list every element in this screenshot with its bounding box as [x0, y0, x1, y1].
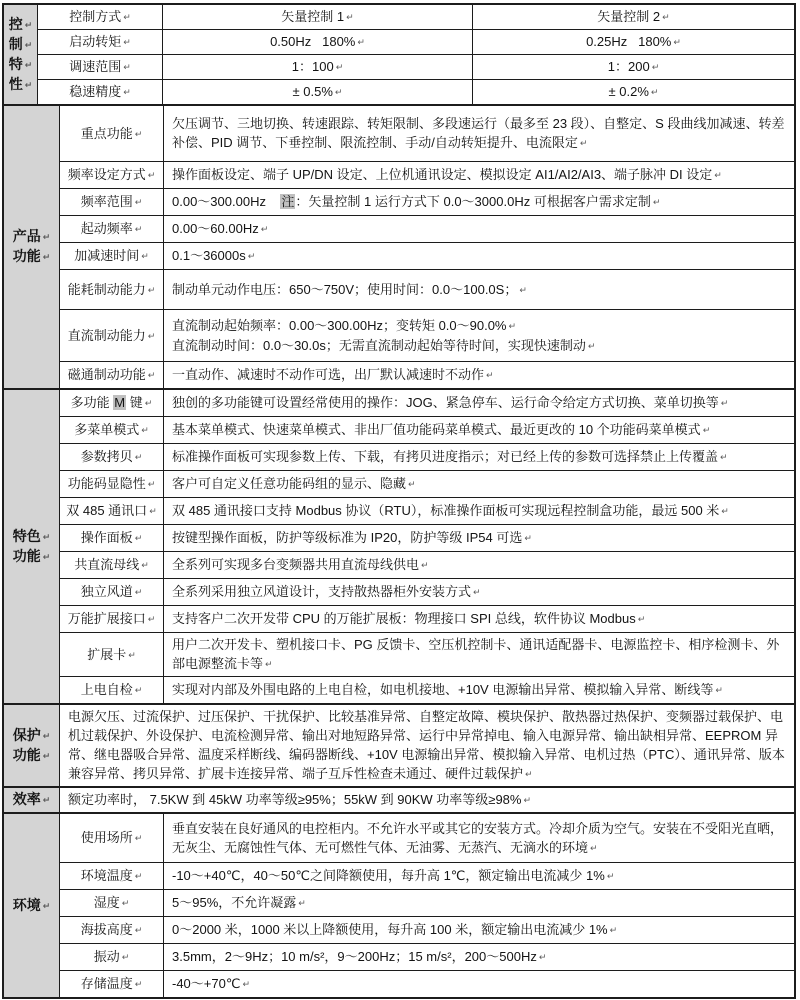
- table-row-multifunction-m-key: [60, 390, 794, 416]
- row-label-frequency-range: 频率范围 ↵: [60, 189, 164, 215]
- value-flux-braking: 一直动作、减速时不动作可选，出厂默认减速时不动作 ↵: [164, 362, 794, 388]
- section-rows: [60, 390, 794, 703]
- table-row-dual-485-ports: [60, 497, 794, 524]
- table-row-installation-site: [60, 814, 794, 862]
- value-function-code-visibility: 客户可自定义任意功能码组的显示、隐藏 ↵: [164, 471, 794, 497]
- row-label-multi-menu-mode: 多菜单模式 ↵: [60, 417, 164, 443]
- category-text-line: 功能 ↵: [13, 247, 51, 267]
- table-row-ambient-temperature: [60, 862, 794, 889]
- row-label-dual-485-ports: 双 485 通讯口 ↵: [60, 498, 164, 524]
- category-text-line: 控 ↵: [9, 15, 33, 35]
- section-special-features: [4, 388, 794, 703]
- value-efficiency: 额定功率时， 7.5KW 到 45kW 功率等级≥95%；55kW 到 90KW 功率等级≥98% ↵: [60, 788, 794, 812]
- value-humidity: 5～95%，不允许凝露 ↵: [164, 890, 794, 916]
- category-text-line: 产品 ↵: [13, 227, 51, 247]
- category-label-control: [4, 5, 38, 104]
- value-dual-485-ports: 双 485 通讯接口支持 Modbus 协议（RTU），标准操作面板可实现远程控制盒功能，最远 500 米 ↵: [164, 498, 794, 524]
- table-row-humidity: [60, 889, 794, 916]
- table-row-independent-air-duct: [60, 578, 794, 605]
- category-label-features: [4, 390, 60, 703]
- value-key-functions: 欠压调节、三地切换、转速跟踪、转矩限制、多段速运行（最多至 23 段）、自整定、S 段曲线加减速、转差补偿、PID 调节、下垂控制、限流控制、手动/自动转矩提升、电流限定 ↵: [164, 106, 794, 161]
- category-label-protection: [4, 705, 60, 786]
- value-parameter-copy: 标准操作面板可实现参数上传、下载，有拷贝进度指示；对已经上传的参数可选择禁止上传覆盖 ↵: [164, 444, 794, 470]
- value-power-on-self-test: 实现对内部及外围电路的上电自检，如电机接地、+10V 电源输出异常、模拟输入异常、断线等 ↵: [164, 677, 794, 703]
- table-row-flux-braking: [60, 361, 794, 388]
- table-row-control-mode: [38, 5, 794, 29]
- value-speed-accuracy-vc1: ± 0.5% ↵: [163, 80, 473, 104]
- row-label-independent-air-duct: 独立风道 ↵: [60, 579, 164, 605]
- row-label-vibration: 振动 ↵: [60, 944, 164, 970]
- table-row-starting-torque: [38, 29, 794, 54]
- table-row-power-on-self-test: [60, 676, 794, 703]
- value-speed-range-vc1: 1：100 ↵: [163, 55, 473, 79]
- section-efficiency: [4, 786, 794, 812]
- category-label-environment: [4, 814, 60, 997]
- value-independent-air-duct: 全系列采用独立风道设计，支持散热器柜外安装方式 ↵: [164, 579, 794, 605]
- table-row-vibration: [60, 943, 794, 970]
- section-protection-functions: [4, 703, 794, 786]
- table-row-accel-decel-time: [60, 242, 794, 269]
- category-text-line: 功能 ↵: [13, 746, 51, 766]
- m-key-label-suffix: 键: [126, 395, 143, 410]
- category-label-product: [4, 106, 60, 388]
- table-row-expansion-cards: [60, 632, 794, 676]
- row-label-accel-decel-time: 加减速时间 ↵: [60, 243, 164, 269]
- row-label-operation-panel: 操作面板 ↵: [60, 525, 164, 551]
- row-label-parameter-copy: 参数拷贝 ↵: [60, 444, 164, 470]
- table-row-operation-panel: [60, 524, 794, 551]
- row-label-key-functions: 重点功能 ↵: [60, 106, 164, 161]
- value-altitude: 0～2000 米，1000 米以上降额使用，每升高 100 米，额定输出电流减少 1% ↵: [164, 917, 794, 943]
- table-row-protection-functions: [60, 705, 794, 786]
- value-universal-expansion-interface: 支持客户二次开发带 CPU 的万能扩展板：物理接口 SPI 总线，软件协议 Modbus ↵: [164, 606, 794, 632]
- table-row-altitude: [60, 916, 794, 943]
- category-text-line: 特 ↵: [9, 55, 33, 75]
- section-rows: [60, 788, 794, 812]
- spec-table: [2, 3, 796, 999]
- category-text-line: 特色 ↵: [13, 527, 51, 547]
- row-label-starting-torque: 启动转矩 ↵: [38, 30, 163, 54]
- table-row-speed-range: [38, 54, 794, 79]
- category-text-line: 环境 ↵: [13, 896, 51, 916]
- dc-braking-line1: 直流制动起始频率：0.00～300.00Hz；变转矩 0.0～90.0% ↵: [172, 316, 516, 336]
- category-text-line: 功能 ↵: [13, 547, 51, 567]
- value-starting-frequency: 0.00～60.00Hz ↵: [164, 216, 794, 242]
- value-starting-torque-vc2: 0.25Hz 180% ↵: [473, 30, 794, 54]
- value-frequency-range: [164, 189, 794, 215]
- table-row-function-code-visibility: [60, 470, 794, 497]
- m-key-label-text: 多功能: [70, 395, 114, 410]
- value-installation-site: 垂直安装在良好通风的电控柜内。不允许水平或其它的安装方式。冷却介质为空气。安装在不受阳光直晒，无灰尘、无腐蚀性气体、无可燃性气体、无油雾、无蒸汽、无滴水的环境 ↵: [164, 814, 794, 862]
- row-label-speed-range: 调速范围 ↵: [38, 55, 163, 79]
- table-row-efficiency: [60, 788, 794, 812]
- row-label-expansion-cards: 扩展卡 ↵: [60, 633, 164, 676]
- m-key-highlight: M: [114, 395, 126, 410]
- row-label-humidity: 湿度 ↵: [60, 890, 164, 916]
- table-row-frequency-range: [60, 188, 794, 215]
- value-multifunction-m-key: 独创的多功能键可设置经常使用的操作：JOG、紧急停车、运行命令给定方式切换、菜单切换等 ↵: [164, 390, 794, 416]
- table-row-dynamic-braking: [60, 269, 794, 309]
- value-speed-accuracy-vc2: ± 0.2% ↵: [473, 80, 794, 104]
- value-ambient-temperature: -10～+40℃，40～50℃之间降额使用，每升高 1℃，额定输出电流减少 1% ↵: [164, 863, 794, 889]
- row-label-altitude: 海拔高度 ↵: [60, 917, 164, 943]
- value-multi-menu-mode: 基本菜单模式、快速菜单模式、非出厂值功能码菜单模式、最近更改的 10 个功能码菜单模式 ↵: [164, 417, 794, 443]
- row-label-dc-braking: 直流制动能力 ↵: [60, 310, 164, 361]
- value-vibration: 3.5mm，2～9Hz；10 m/s²，9～200Hz；15 m/s²，200～500Hz ↵: [164, 944, 794, 970]
- section-rows: [60, 705, 794, 786]
- table-row-dc-braking: [60, 309, 794, 361]
- value-operation-panel: 按键型操作面板，防护等级标准为 IP20，防护等级 IP54 可选 ↵: [164, 525, 794, 551]
- table-row-parameter-copy: [60, 443, 794, 470]
- value-common-dc-bus: 全系列可实现多台变频器共用直流母线供电 ↵: [164, 552, 794, 578]
- table-row-frequency-setting: [60, 161, 794, 188]
- row-label-common-dc-bus: 共直流母线 ↵: [60, 552, 164, 578]
- row-label-power-on-self-test: 上电自检 ↵: [60, 677, 164, 703]
- category-text-line: 效率 ↵: [13, 790, 51, 810]
- value-expansion-cards: 用户二次开发卡、塑机接口卡、PG 反馈卡、空压机控制卡、通讯适配器卡、电源监控卡、相序检测卡、外部电源整流卡等 ↵: [164, 633, 794, 676]
- table-row-common-dc-bus: [60, 551, 794, 578]
- category-text-line: 性 ↵: [9, 75, 33, 95]
- row-label-speed-accuracy: 稳速精度 ↵: [38, 80, 163, 104]
- table-row-starting-frequency: [60, 215, 794, 242]
- table-row-key-functions: [60, 106, 794, 161]
- row-label-function-code-visibility: 功能码显隐性 ↵: [60, 471, 164, 497]
- row-label-storage-temperature: 存储温度 ↵: [60, 971, 164, 997]
- row-label-installation-site: 使用场所 ↵: [60, 814, 164, 862]
- section-rows: [60, 106, 794, 388]
- section-product-functions: [4, 104, 794, 388]
- value-speed-range-vc2: 1：200 ↵: [473, 55, 794, 79]
- value-protection-functions: 电源欠压、过流保护、过压保护、干扰保护、比较基准异常、自整定故障、模块保护、散热器过热保护、变频器过载保护、电机过载保护、外设保护、电流检测异常、输出对地短路异常、运行中异常掉电、输入电源异常、输出缺相异常、EEPROM 异常、继电器吸合异常、温度采样断线、编码器断线、+10V 电源输出异常、模拟输入异常、电机过热（PTC）、通讯异常、版本兼容异常、拷贝异常、扩展卡连接异常、端子互斥性检查未通过、硬件过载保护 ↵: [60, 705, 794, 786]
- section-rows: [60, 814, 794, 997]
- value-accel-decel-time: 0.1～36000s ↵: [164, 243, 794, 269]
- value-dynamic-braking: 制动单元动作电压：650～750V；使用时间：0.0～100.0S； ↵: [164, 270, 794, 309]
- category-text-line: 保护 ↵: [13, 726, 51, 746]
- value-starting-torque-vc1: 0.50Hz 180% ↵: [163, 30, 473, 54]
- value-control-mode-vc2: 矢量控制 2 ↵: [473, 5, 794, 29]
- value-control-mode-vc1: 矢量控制 1 ↵: [163, 5, 473, 29]
- value-dc-braking: [164, 310, 794, 361]
- row-label-multifunction-m-key: [60, 390, 164, 416]
- category-text-line: 制 ↵: [9, 35, 33, 55]
- section-control-characteristics: [4, 5, 794, 104]
- row-label-frequency-setting: 频率设定方式 ↵: [60, 162, 164, 188]
- row-label-control-mode: 控制方式 ↵: [38, 5, 163, 29]
- frequency-range-text: 0.00～300.00Hz: [172, 194, 281, 209]
- table-row-storage-temperature: [60, 970, 794, 997]
- table-row-universal-expansion-interface: [60, 605, 794, 632]
- row-label-ambient-temperature: 环境温度 ↵: [60, 863, 164, 889]
- dc-braking-line2: 直流制动时间：0.0～30.0s；无需直流制动起始等待时间，实现快速制动 ↵: [172, 336, 595, 356]
- row-label-flux-braking: 磁通制动功能 ↵: [60, 362, 164, 388]
- row-label-dynamic-braking: 能耗制动能力 ↵: [60, 270, 164, 309]
- row-label-universal-expansion-interface: 万能扩展接口 ↵: [60, 606, 164, 632]
- section-rows: [38, 5, 794, 104]
- category-label-efficiency: [4, 788, 60, 812]
- table-row-multi-menu-mode: [60, 416, 794, 443]
- row-label-starting-frequency: 起动频率 ↵: [60, 216, 164, 242]
- value-storage-temperature: -40～+70℃ ↵: [164, 971, 794, 997]
- frequency-range-note: ：矢量控制 1 运行方式下 0.0～3000.0Hz 可根据客户需求定制: [295, 194, 651, 209]
- value-frequency-setting: 操作面板设定、端子 UP/DN 设定、上位机通讯设定、模拟设定 AI1/AI2/AI3、端子脉冲 DI 设定 ↵: [164, 162, 794, 188]
- section-environment: [4, 812, 794, 997]
- note-highlight: 注: [281, 194, 295, 209]
- table-row-speed-accuracy: [38, 79, 794, 104]
